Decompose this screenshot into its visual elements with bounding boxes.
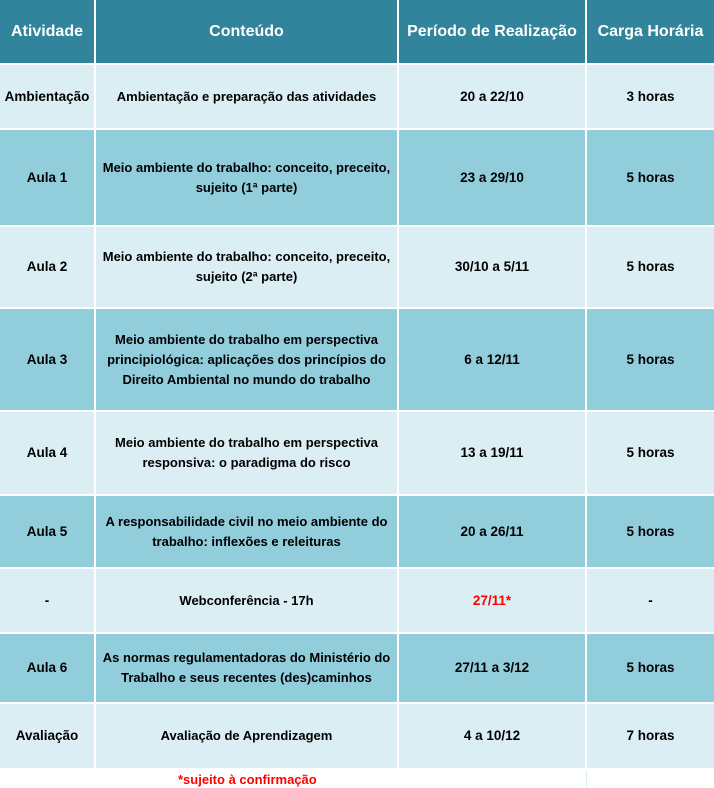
cell-conteudo: Meio ambiente do trabalho: conceito, preceito, sujeito (1ª parte): [96, 130, 399, 227]
table-row: [0, 65, 714, 130]
column-divider-remnant: [586, 770, 587, 787]
cell-carga: 5 horas: [587, 309, 714, 412]
header-atividade: Atividade: [0, 0, 96, 65]
cell-atividade: Avaliação: [0, 704, 96, 770]
cell-conteudo: Webconferência - 17h: [96, 569, 399, 634]
cell-conteudo: A responsabilidade civil no meio ambiente do trabalho: inflexões e releituras: [96, 496, 399, 569]
cell-periodo: 23 a 29/10: [399, 130, 587, 227]
table-row: [0, 704, 714, 770]
cell-carga: 5 horas: [587, 412, 714, 496]
header-row: [0, 0, 714, 65]
cell-carga: 3 horas: [587, 65, 714, 130]
header-carga: Carga Horária: [587, 0, 714, 65]
cell-periodo: 27/11 a 3/12: [399, 634, 587, 704]
cell-periodo: 20 a 22/10: [399, 65, 587, 130]
table-row: [0, 634, 714, 704]
cell-conteudo: Meio ambiente do trabalho em perspectiva principiológica: aplicações dos princípios do Direito Ambiental no mundo do trabalho: [96, 309, 399, 412]
table-row: [0, 569, 714, 634]
cell-atividade: Ambientação: [0, 65, 96, 130]
cell-atividade: Aula 4: [0, 412, 96, 496]
cell-periodo: 13 a 19/11: [399, 412, 587, 496]
cell-carga: 5 horas: [587, 496, 714, 569]
table-row: [0, 496, 714, 569]
cell-conteudo: As normas regulamentadoras do Ministério do Trabalho e seus recentes (des)caminhos: [96, 634, 399, 704]
cell-atividade: Aula 5: [0, 496, 96, 569]
table-row: [0, 130, 714, 227]
table-row: [0, 412, 714, 496]
cell-atividade: -: [0, 569, 96, 634]
cell-atividade: Aula 1: [0, 130, 96, 227]
cell-periodo: 6 a 12/11: [399, 309, 587, 412]
cell-conteudo: Ambientação e preparação das atividades: [96, 65, 399, 130]
cell-atividade: Aula 6: [0, 634, 96, 704]
cell-periodo: 4 a 10/12: [399, 704, 587, 770]
header-conteudo: Conteúdo: [96, 0, 399, 65]
cell-carga: -: [587, 569, 714, 634]
table-row: [0, 227, 714, 309]
cell-carga: 5 horas: [587, 130, 714, 227]
cell-atividade: Aula 3: [0, 309, 96, 412]
cell-carga: 7 horas: [587, 704, 714, 770]
cell-atividade: Aula 2: [0, 227, 96, 309]
cell-periodo-unconfirmed: 27/11*: [399, 569, 587, 634]
cell-periodo: 30/10 a 5/11: [399, 227, 587, 309]
header-periodo: Período de Realização: [399, 0, 587, 65]
cell-conteudo: Meio ambiente do trabalho em perspectiva responsiva: o paradigma do risco: [96, 412, 399, 496]
table-row: [0, 309, 714, 412]
cell-periodo: 20 a 26/11: [399, 496, 587, 569]
cell-conteudo: Meio ambiente do trabalho: conceito, preceito, sujeito (2ª parte): [96, 227, 399, 309]
footnote: *sujeito à confirmação: [178, 772, 317, 787]
cell-carga: 5 horas: [587, 634, 714, 704]
cell-conteudo: Avaliação de Aprendizagem: [96, 704, 399, 770]
cell-carga: 5 horas: [587, 227, 714, 309]
